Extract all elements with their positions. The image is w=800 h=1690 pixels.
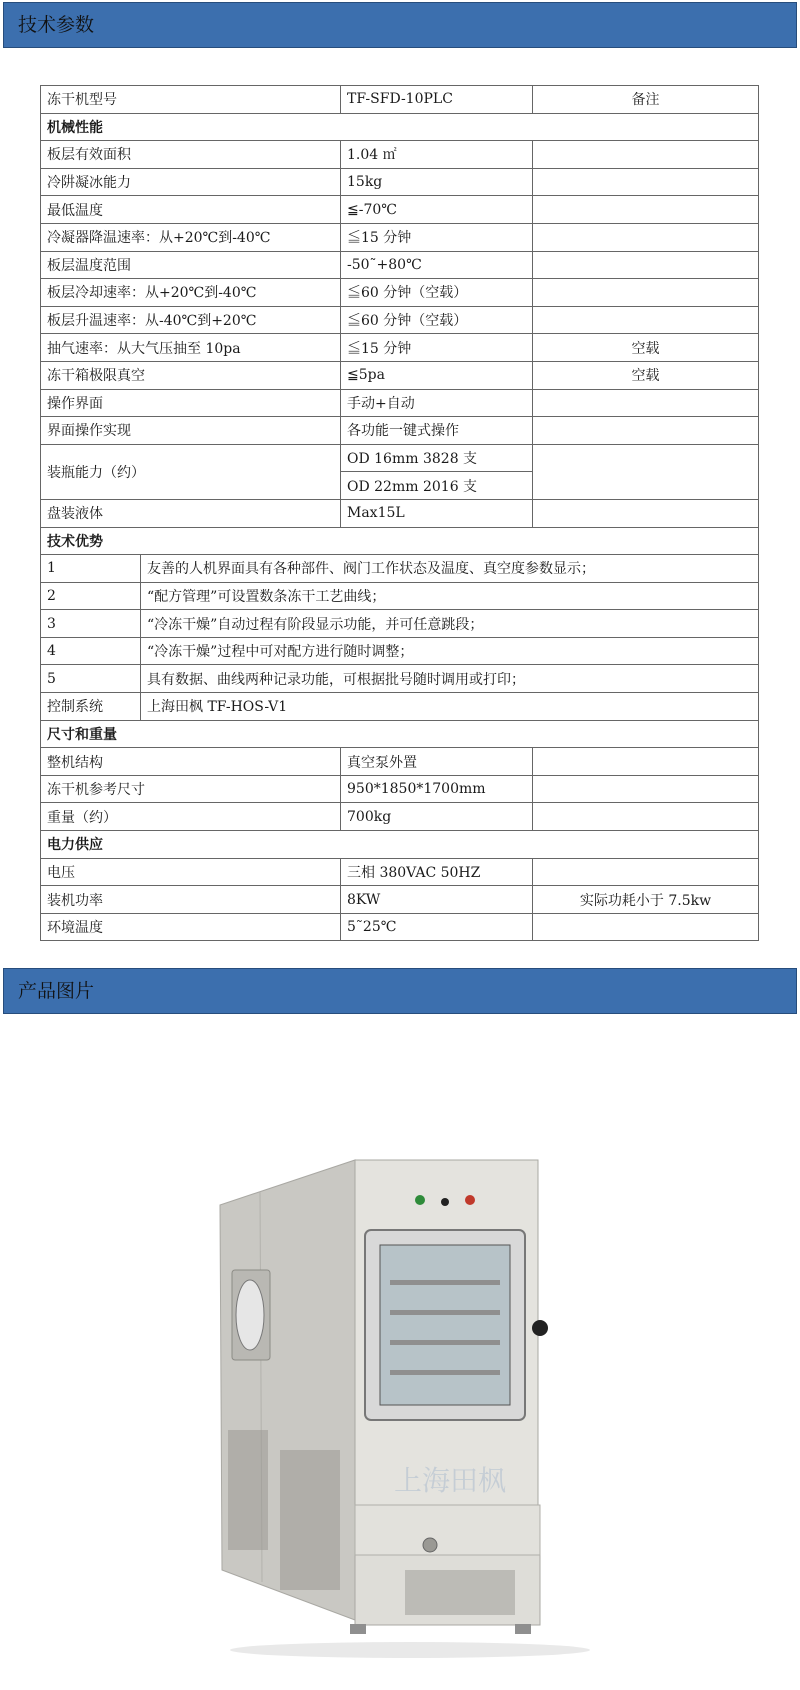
section-row [41, 527, 759, 555]
row-note [533, 251, 759, 279]
section-title-dimensions: 尺寸和重量 [41, 720, 759, 748]
table-row [41, 168, 759, 196]
table-row [41, 858, 759, 886]
row-value: 5˜25℃ [341, 913, 533, 941]
advantage-text: 具有数据、曲线两种记录功能，可根据批号随时调用或打印； [141, 665, 759, 693]
row-label: 操作界面 [41, 389, 341, 417]
row-label: 盘装液体 [41, 499, 341, 527]
table-row [41, 693, 759, 721]
table-row [41, 141, 759, 169]
row-note [533, 775, 759, 803]
table-row [41, 637, 759, 665]
row-value: 1.04 ㎡ [341, 141, 533, 169]
model-value: TF-SFD-10PLC [341, 86, 533, 114]
section-title-mechanical: 机械性能 [41, 113, 759, 141]
row-value: 950*1850*1700mm [341, 775, 533, 803]
advantage-text: “配方管理”可设置数条冻干工艺曲线； [141, 582, 759, 610]
row-value: Max15L [341, 499, 533, 527]
table-row [41, 306, 759, 334]
advantage-index: 4 [41, 637, 141, 665]
section-row [41, 113, 759, 141]
row-value: ≦-70℃ [341, 196, 533, 224]
model-label: 冻干机型号 [41, 86, 341, 114]
row-label: 板层有效面积 [41, 141, 341, 169]
table-row [41, 361, 759, 389]
spec-table [40, 85, 759, 941]
row-label: 电压 [41, 858, 341, 886]
table-row [41, 417, 759, 445]
row-label: 重量（约） [41, 803, 341, 831]
section-header-product-image: 产品图片 [3, 968, 797, 1014]
table-row [41, 86, 759, 114]
row-note: 空载 [533, 361, 759, 389]
table-row [41, 279, 759, 307]
control-system-label: 控制系统 [41, 693, 141, 721]
row-label: 冷阱凝冰能力 [41, 168, 341, 196]
bottle-capacity-value: OD 22mm 2016 支 [341, 472, 533, 500]
row-value: ≦60 分钟（空载） [341, 306, 533, 334]
row-note [533, 279, 759, 307]
row-value: 15kg [341, 168, 533, 196]
advantage-text: “冷冻干燥”自动过程有阶段显示功能，并可任意跳段； [141, 610, 759, 638]
table-row [41, 775, 759, 803]
row-label: 装机功率 [41, 886, 341, 914]
table-row [41, 251, 759, 279]
remark-header: 备注 [533, 86, 759, 114]
row-label: 冻干箱极限真空 [41, 361, 341, 389]
table-row [41, 886, 759, 914]
row-note [533, 444, 759, 499]
row-label: 板层温度范围 [41, 251, 341, 279]
row-value: 三相 380VAC 50HZ [341, 858, 533, 886]
row-note [533, 168, 759, 196]
table-row [41, 334, 759, 362]
table-row [41, 389, 759, 417]
row-label: 抽气速率：从大气压抽至 10pa [41, 334, 341, 362]
row-note [533, 306, 759, 334]
row-value: ≦15 分钟 [341, 334, 533, 362]
row-note [533, 499, 759, 527]
row-note [533, 803, 759, 831]
row-label: 环境温度 [41, 913, 341, 941]
row-label: 板层冷却速率：从+20℃到-40℃ [41, 279, 341, 307]
table-row [41, 748, 759, 776]
control-system-value: 上海田枫 TF-HOS-V1 [141, 693, 759, 721]
table-row [41, 610, 759, 638]
row-note: 空载 [533, 334, 759, 362]
section-header-specs: 技术参数 [3, 2, 797, 48]
table-row [41, 555, 759, 583]
row-label: 整机结构 [41, 748, 341, 776]
row-label: 冻干机参考尺寸 [41, 775, 341, 803]
table-row [41, 444, 759, 472]
row-label: 最低温度 [41, 196, 341, 224]
table-row [41, 499, 759, 527]
row-value: 各功能一键式操作 [341, 417, 533, 445]
row-value: 8KW [341, 886, 533, 914]
row-value: ≦60 分钟（空载） [341, 279, 533, 307]
row-note [533, 389, 759, 417]
row-note [533, 141, 759, 169]
row-label: 板层升温速率：从-40℃到+20℃ [41, 306, 341, 334]
row-note [533, 913, 759, 941]
advantage-index: 5 [41, 665, 141, 693]
watermark-text: 上海田枫 [393, 1464, 507, 1497]
row-value: -50˜+80℃ [341, 251, 533, 279]
advantage-index: 1 [41, 555, 141, 583]
section-row [41, 720, 759, 748]
row-note [533, 223, 759, 251]
row-note: 实际功耗小于 7.5kw [533, 886, 759, 914]
advantage-index: 2 [41, 582, 141, 610]
table-row [41, 803, 759, 831]
bottle-capacity-value: OD 16mm 3828 支 [341, 444, 533, 472]
row-label: 界面操作实现 [41, 417, 341, 445]
bottle-capacity-label: 装瓶能力（约） [41, 444, 341, 499]
table-row [41, 913, 759, 941]
section-title-power: 电力供应 [41, 831, 759, 859]
advantage-text: 友善的人机界面具有各种部件、阀门工作状态及温度、真空度参数显示； [141, 555, 759, 583]
row-value: 手动+自动 [341, 389, 533, 417]
row-label: 冷凝器降温速率：从+20℃到-40℃ [41, 223, 341, 251]
row-value: 700kg [341, 803, 533, 831]
freeze-dryer-photo [200, 1150, 600, 1660]
row-value: 真空泵外置 [341, 748, 533, 776]
row-note [533, 858, 759, 886]
advantage-index: 3 [41, 610, 141, 638]
advantage-text: “冷冻干燥”过程中可对配方进行随时调整； [141, 637, 759, 665]
row-note [533, 196, 759, 224]
table-row [41, 223, 759, 251]
table-row [41, 665, 759, 693]
row-value: ≦5pa [341, 361, 533, 389]
row-note [533, 417, 759, 445]
table-row [41, 582, 759, 610]
section-row [41, 831, 759, 859]
table-row [41, 196, 759, 224]
section-title-advantages: 技术优势 [41, 527, 759, 555]
row-value: ≦15 分钟 [341, 223, 533, 251]
row-note [533, 748, 759, 776]
